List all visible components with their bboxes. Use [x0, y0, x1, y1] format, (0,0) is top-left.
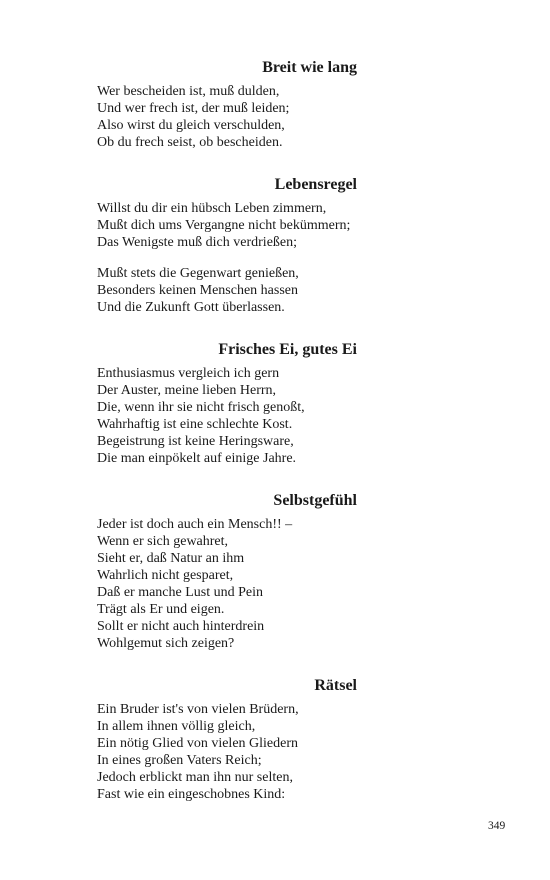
- stanza: [97, 200, 357, 251]
- verse-line: Ein Bruder ist's von vielen Brüdern,: [97, 702, 299, 717]
- verse-line: Und die Zukunft Gott überlassen.: [97, 300, 285, 315]
- verse-line: Sieht er, daß Natur an ihm: [97, 551, 245, 566]
- verse-line: Mußt dich ums Vergangne nicht bekümmern;: [97, 218, 351, 233]
- verse-line: In eines großen Vaters Reich;: [97, 753, 262, 768]
- verse-line: Die man einpökelt auf einige Jahre.: [97, 451, 297, 466]
- stanza: [97, 83, 357, 151]
- poem-title: Lebensregel: [274, 176, 357, 193]
- verse-line: Jeder ist doch auch ein Mensch!! –: [97, 517, 293, 532]
- verse-line: Wahrhaftig ist eine schlechte Kost.: [97, 417, 293, 432]
- poem-title: Selbstgefühl: [273, 492, 357, 509]
- poem: [97, 491, 357, 652]
- verse-line: Also wirst du gleich verschulden,: [97, 118, 285, 133]
- stanza: [97, 265, 357, 316]
- verse-line: Sollt er nicht auch hinterdrein: [97, 619, 265, 634]
- verse-line: Ob du frech seist, ob bescheiden.: [97, 135, 283, 150]
- page-number: 349: [488, 820, 506, 832]
- poem: [97, 58, 357, 151]
- poem: [97, 676, 357, 803]
- verse-line: Mußt stets die Gegenwart genießen,: [97, 266, 299, 281]
- verse-line: Wenn er sich gewahret,: [97, 534, 229, 549]
- verse-line: Trägt als Er und eigen.: [97, 602, 225, 617]
- stanza: [97, 516, 357, 652]
- verse-line: Wohlgemut sich zeigen?: [97, 636, 235, 651]
- verse-line: Fast wie ein eingeschobnes Kind:: [97, 787, 286, 802]
- verse-line: Wahrlich nicht gesparet,: [97, 568, 234, 583]
- verse-line: Begeistrung ist keine Heringsware,: [97, 434, 294, 449]
- poem-title: Breit wie lang: [262, 59, 357, 76]
- verse-line: Jedoch erblickt man ihn nur selten,: [97, 770, 293, 785]
- poem: [97, 340, 357, 467]
- stanza: [97, 365, 357, 467]
- verse-line: Das Wenigste muß dich verdrießen;: [97, 235, 298, 250]
- poem: [97, 175, 357, 316]
- verse-line: Willst du dir ein hübsch Leben zimmern,: [97, 201, 327, 216]
- verse-line: Die, wenn ihr sie nicht frisch genoßt,: [97, 400, 305, 415]
- verse-line: Besonders keinen Menschen hassen: [97, 283, 299, 298]
- poem-page: [97, 58, 357, 827]
- verse-line: Daß er manche Lust und Pein: [97, 585, 264, 600]
- verse-line: In allem ihnen völlig gleich,: [97, 719, 256, 734]
- verse-line: Der Auster, meine lieben Herrn,: [97, 383, 277, 398]
- verse-line: Wer bescheiden ist, muß dulden,: [97, 84, 280, 99]
- verse-line: Und wer frech ist, der muß leiden;: [97, 101, 290, 116]
- stanza: [97, 701, 357, 803]
- verse-line: Enthusiasmus vergleich ich gern: [97, 366, 280, 381]
- poem-title: Rätsel: [314, 677, 357, 694]
- verse-line: Ein nötig Glied von vielen Gliedern: [97, 736, 299, 751]
- poem-title: Frisches Ei, gutes Ei: [218, 341, 357, 358]
